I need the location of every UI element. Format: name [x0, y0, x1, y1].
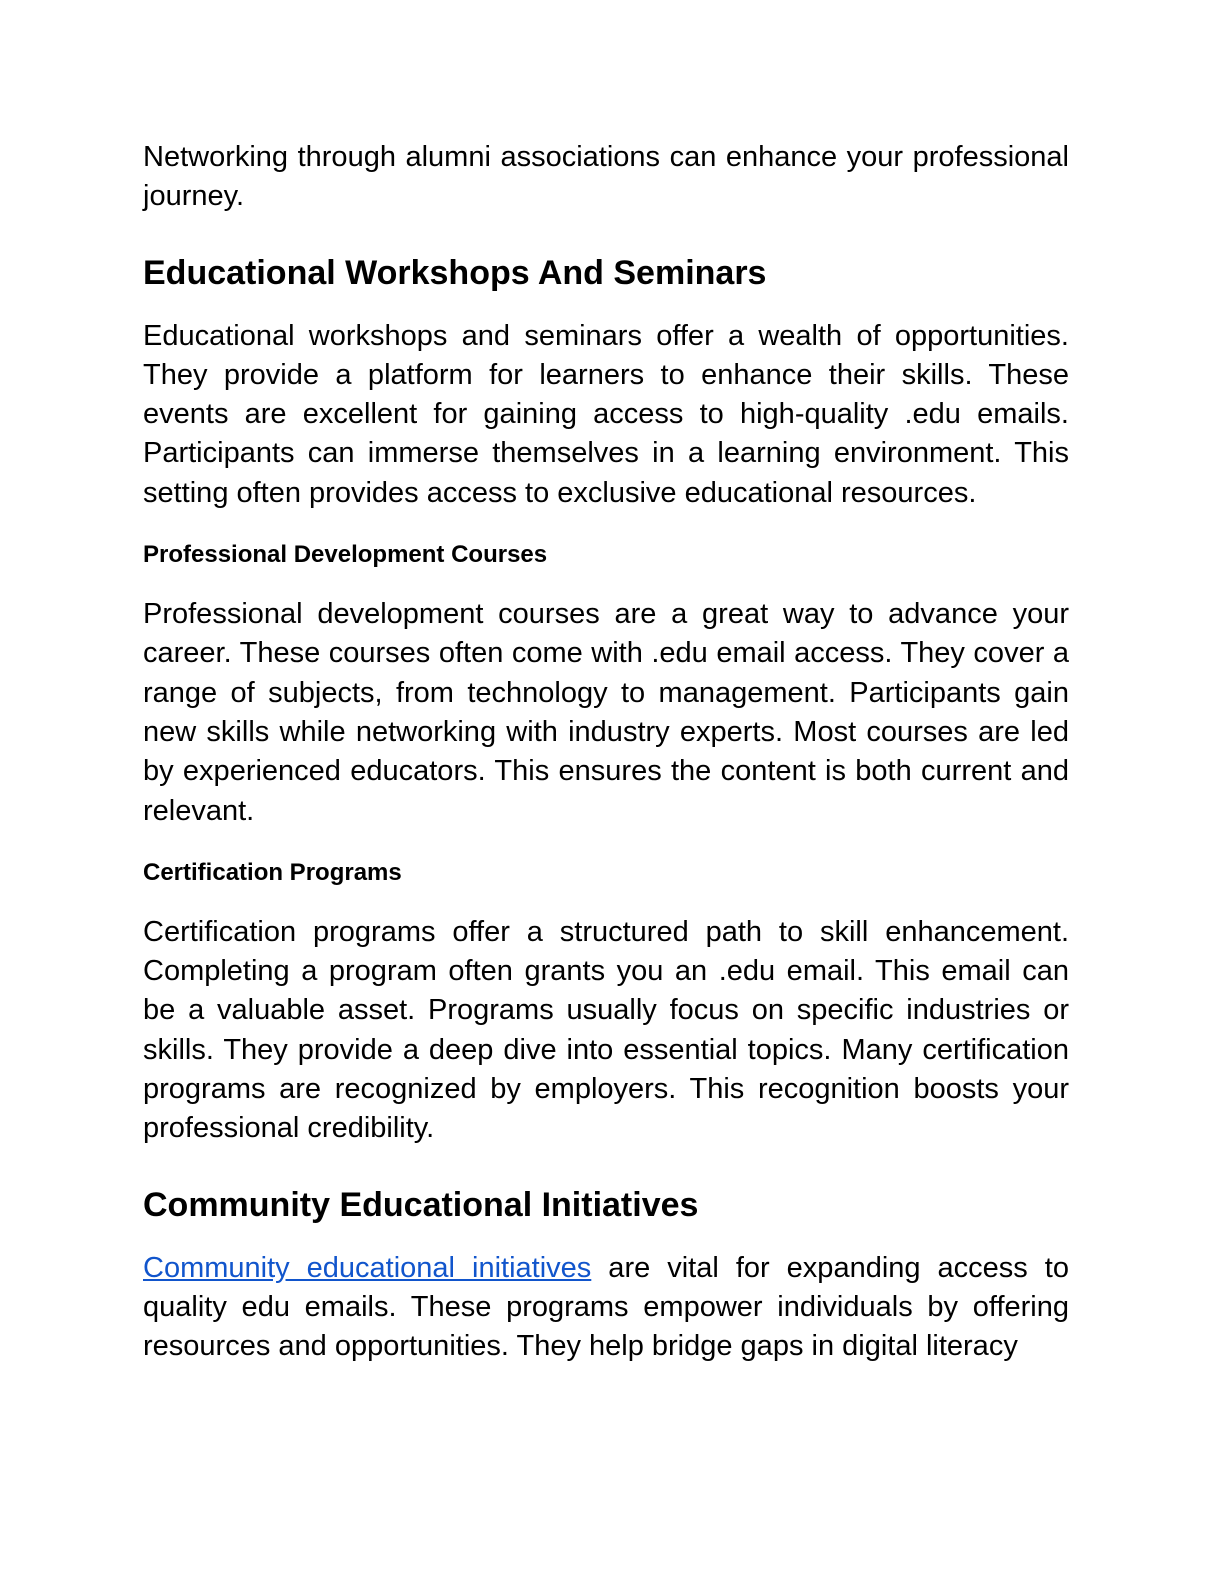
- heading-educational-workshops: Educational Workshops And Seminars: [143, 253, 767, 292]
- community-initiatives-link[interactable]: Community educational initiatives: [143, 1251, 592, 1284]
- heading-professional-development: Professional Development Courses: [143, 541, 548, 569]
- community-paragraph: [143, 1249, 1069, 1367]
- workshops-paragraph: Educational workshops and seminars offer a wealth of opportunities. They provide a platform for learners to enhance their skills. These events are excellent for gaining access to high-quality .edu emails. Participants can immerse themselves in a learning environment. This setting often provides access to exclusive educational resources.: [143, 319, 1069, 509]
- community-paragraph-text: are vital for expanding access to quality edu emails. These programs empower individuals by offering resources and opportunities. They help bridge gaps in digital literacy: [143, 1251, 1069, 1363]
- heading-certification-programs: Certification Programs: [143, 858, 402, 886]
- intro-paragraph: Networking through alumni associations can enhance your professional journey.: [143, 141, 1069, 213]
- certification-paragraph: Certification programs offer a structured path to skill enhancement. Completing a program often grants you an .edu email. This email can be a valuable asset. Programs usually focus on specific industries or skills. They provide a deep dive into essential topics. Many certification programs are recognized by employers. This recognition boosts your professional credibility.: [143, 915, 1069, 1145]
- document-page: [143, 138, 1069, 1367]
- professional-development-paragraph: Professional development courses are a great way to advance your career. These courses often come with .edu email access. They cover a range of subjects, from technology to management. Participants gain new skills while networking with industry experts. Most courses are led by experienced educators. This ensures the content is both current and relevant.: [143, 598, 1069, 827]
- heading-community-initiatives: Community Educational Initiatives: [143, 1185, 699, 1224]
